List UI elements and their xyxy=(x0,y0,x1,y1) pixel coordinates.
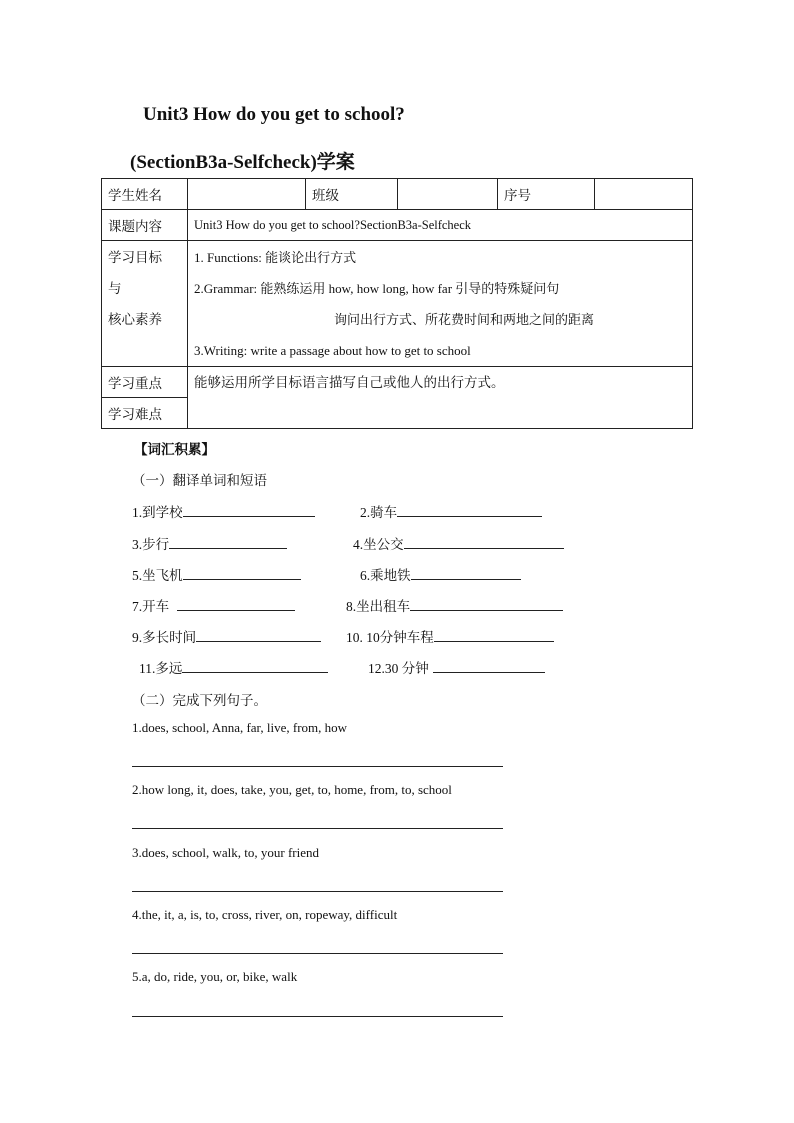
difficulties-label: 学习难点 xyxy=(102,398,188,429)
vocab-item: 6.乘地铁 xyxy=(360,564,521,584)
answer-blank[interactable] xyxy=(397,503,542,517)
answer-blank[interactable] xyxy=(434,628,554,642)
part1-heading: （一）翻译单词和短语 xyxy=(132,473,267,488)
answer-blank[interactable] xyxy=(433,659,545,673)
answer-line[interactable] xyxy=(132,1016,503,1017)
goals-label xyxy=(102,241,188,367)
answer-line[interactable] xyxy=(132,828,503,829)
vocab-item: 3.步行 xyxy=(132,533,287,553)
topic-label: 课题内容 xyxy=(102,210,188,241)
key-points-label: 学习重点 xyxy=(102,367,188,398)
answer-line[interactable] xyxy=(132,766,503,767)
vocab-item: 11.多远 xyxy=(139,657,328,677)
answer-blank[interactable] xyxy=(182,659,328,673)
answer-blank[interactable] xyxy=(410,597,563,611)
page-subtitle: (SectionB3a-Selfcheck)学案 xyxy=(130,152,355,173)
vocab-item: 5.坐飞机 xyxy=(132,564,301,584)
goals-value xyxy=(188,241,693,367)
key-points-value: 能够运用所学目标语言描写自己或他人的出行方式。 xyxy=(188,367,693,429)
topic-value: Unit3 How do you get to school?SectionB3a-Selfcheck xyxy=(188,210,693,241)
student-info-table xyxy=(101,178,693,429)
answer-blank[interactable] xyxy=(183,566,301,580)
class-label: 班级 xyxy=(306,179,398,210)
sentence-prompt: 3.does, school, walk, to, your friend xyxy=(132,845,320,860)
goals-label-line: 核心素养 xyxy=(108,311,162,327)
goals-label-line: 学习目标 xyxy=(108,249,162,265)
student-name-field[interactable] xyxy=(188,179,306,210)
vocab-item: 12.30 分钟 xyxy=(368,657,545,677)
vocab-item: 8.坐出租车 xyxy=(346,595,563,615)
vocab-heading: 【词汇积累】 xyxy=(134,442,215,457)
answer-blank[interactable] xyxy=(183,503,315,517)
answer-blank[interactable] xyxy=(404,535,564,549)
sentence-prompt: 1.does, school, Anna, far, live, from, how xyxy=(132,720,348,735)
sentence-prompt: 4.the, it, a, is, to, cross, river, on, ropeway, difficult xyxy=(132,907,398,922)
goal-line: 3.Writing: write a passage about how to get to school xyxy=(194,342,471,358)
goal-line: 询问出行方式、所花费时间和两地之间的距离 xyxy=(334,311,595,327)
page-title: Unit3 How do you get to school? xyxy=(143,104,405,125)
answer-line[interactable] xyxy=(132,891,503,892)
sentence-prompt: 2.how long, it, does, take, you, get, to, home, from, to, school xyxy=(132,782,452,797)
sentence-prompt: 5.a, do, ride, you, or, bike, walk xyxy=(132,969,298,984)
answer-blank[interactable] xyxy=(411,566,521,580)
seat-label: 序号 xyxy=(498,179,595,210)
vocab-item: 1.到学校 xyxy=(132,501,315,521)
vocab-item: 4.坐公交 xyxy=(353,533,564,553)
answer-blank[interactable] xyxy=(196,628,321,642)
student-name-label: 学生姓名 xyxy=(102,179,188,210)
vocab-item: 7.开车 xyxy=(132,595,295,615)
answer-line[interactable] xyxy=(132,953,503,954)
answer-blank[interactable] xyxy=(169,535,287,549)
class-field[interactable] xyxy=(398,179,498,210)
goal-line: 1. Functions: 能谈论出行方式 xyxy=(194,249,357,265)
goals-label-line: 与 xyxy=(108,280,122,296)
vocab-item: 2.骑车 xyxy=(360,501,542,521)
answer-blank[interactable] xyxy=(177,597,295,611)
goal-line: 2.Grammar: 能熟练运用 how, how long, how far 引导的特殊疑问句 xyxy=(194,280,560,296)
part2-heading: （二）完成下列句子。 xyxy=(132,693,267,708)
seat-field[interactable] xyxy=(595,179,693,210)
vocab-item: 10. 10分钟车程 xyxy=(346,626,554,646)
vocab-item: 9.多长时间 xyxy=(132,626,321,646)
